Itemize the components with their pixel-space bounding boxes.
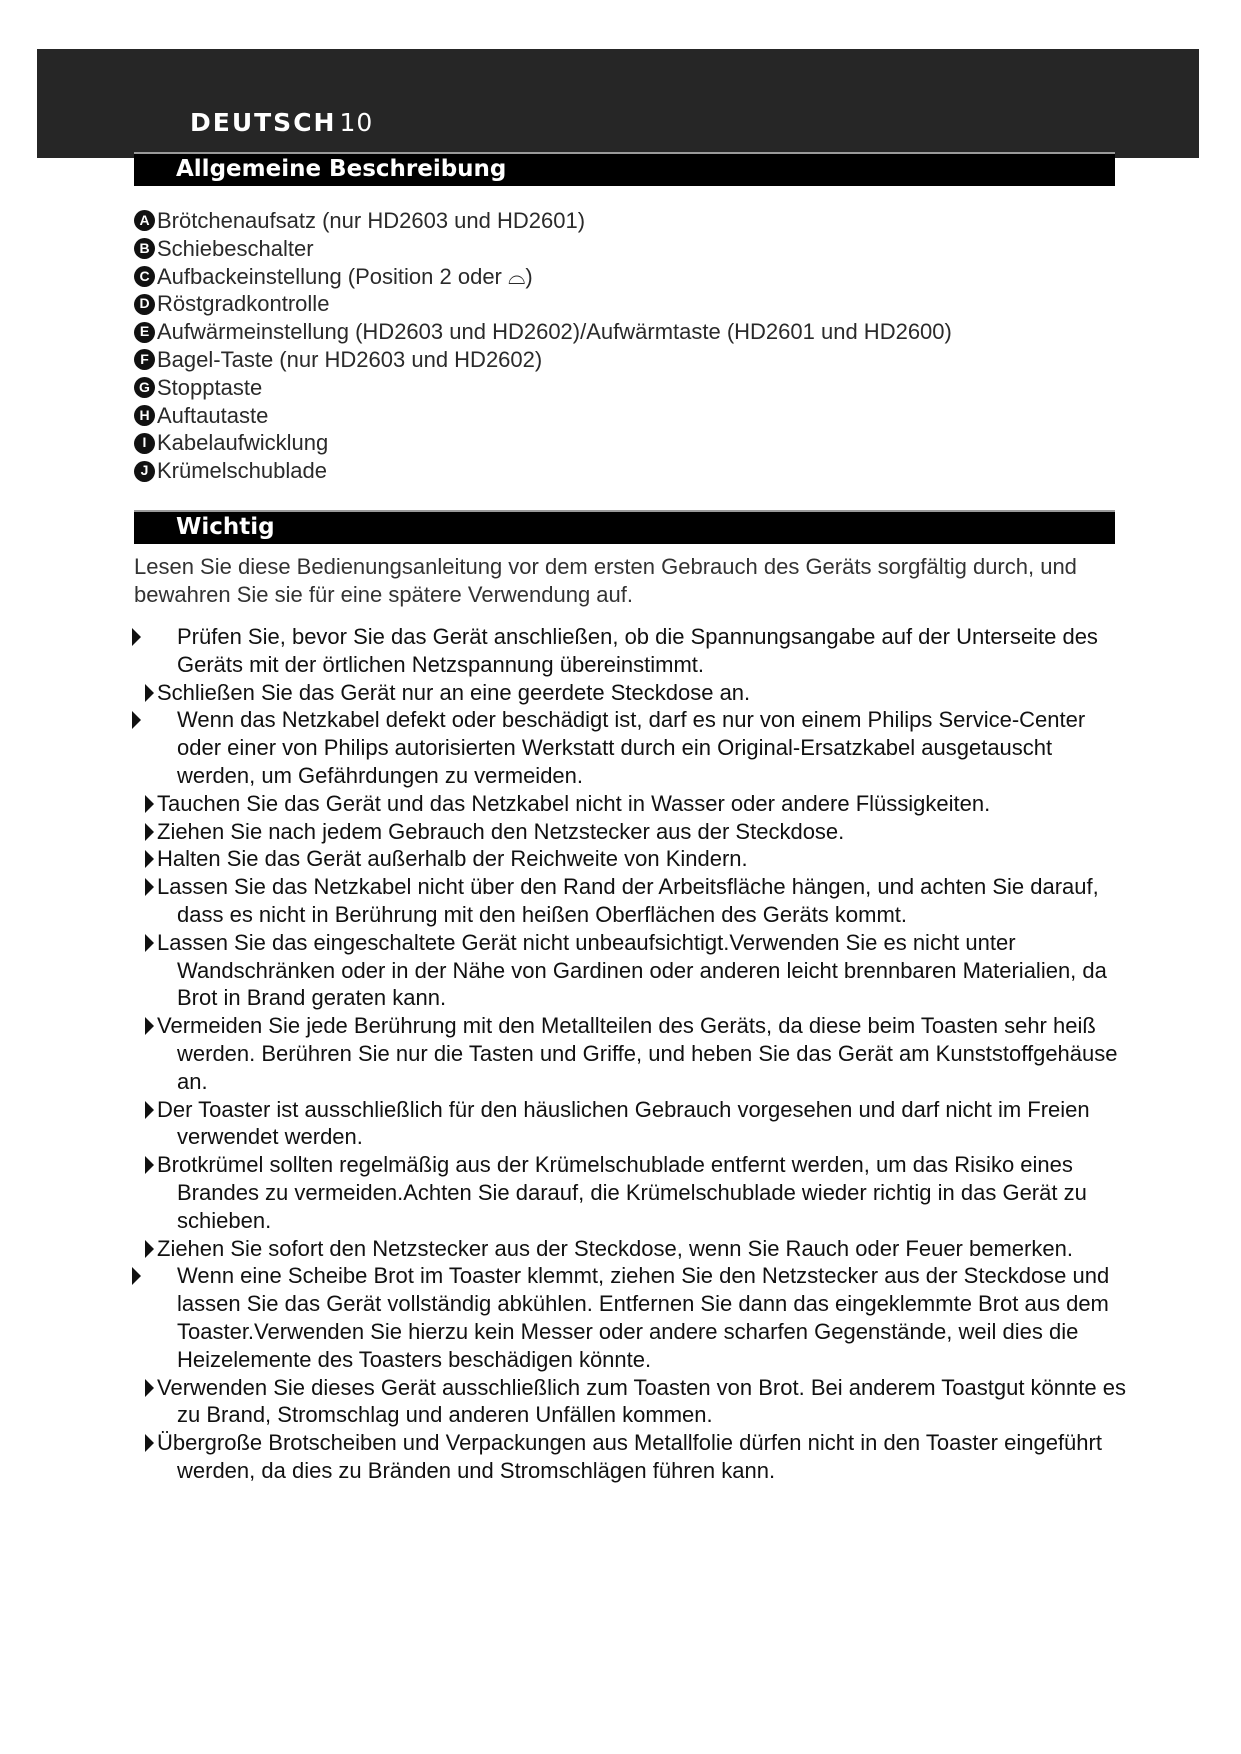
letter-badge-icon: B — [134, 238, 155, 259]
list-item — [134, 346, 952, 374]
list-item — [132, 873, 1132, 929]
page-language-header — [190, 108, 373, 137]
warning-text: Lassen Sie das Netzkabel nicht über den Rand der Arbeitsfläche hängen, und achten Sie darauf, dass es nicht in Berührung mit den heißen Oberflächen des Geräts kommt. — [157, 874, 1099, 927]
warning-text: Ziehen Sie nach jedem Gebrauch den Netzstecker aus der Steckdose. — [157, 818, 845, 844]
list-item — [134, 318, 952, 346]
letter-badge-icon: H — [134, 405, 155, 426]
part-label: Brötchenaufsatz (nur HD2603 und HD2601) — [157, 208, 586, 233]
part-label: Aufwärmeinstellung (HD2603 und HD2602)/Aufwärmtaste (HD2601 und HD2600) — [157, 319, 952, 345]
intro-paragraph: Lesen Sie diese Bedienungsanleitung vor dem ersten Gebrauch des Geräts sorgfältig durch, und bewahren Sie sie für eine spätere Verwendung auf. — [134, 554, 1077, 607]
warning-text: Wenn das Netzkabel defekt oder beschädigt ist, darf es nur von einem Philips Service-Center oder einer von Philips autorisierten Werkstatt durch ein Original-Ersatzkabel ausgetauscht werden, um Gefährdungen zu vermeiden. — [177, 707, 1086, 788]
list-item — [132, 1012, 1132, 1095]
list-item — [132, 1151, 1132, 1234]
letter-badge-icon: C — [134, 266, 155, 287]
list-item — [132, 706, 1132, 789]
part-label: Stopptaste — [157, 374, 263, 400]
list-item — [132, 623, 1132, 679]
bullet-arrow-icon — [145, 1379, 154, 1397]
list-item — [132, 845, 1132, 873]
part-label: Auftautaste — [157, 402, 269, 428]
bullet-arrow-icon — [145, 934, 154, 952]
letter-badge-icon: J — [134, 461, 155, 482]
bullet-arrow-icon — [145, 1017, 154, 1035]
bullet-arrow-icon — [145, 1156, 154, 1174]
bullet-arrow-icon — [145, 1240, 154, 1258]
warning-text: Verwenden Sie dieses Gerät ausschließlich zum Toasten von Brot. Bei anderem Toastgut könnte es zu Brand, Stromschlag und anderen Unfällen kommen. — [157, 1374, 1126, 1428]
warning-text: Lassen Sie das eingeschaltete Gerät nicht unbeaufsichtigt.Verwenden Sie es nicht unter Wandschränken oder in der Nähe von Gardinen oder anderen leicht brennbaren Materialien, da Brot in Brand geraten kann. — [157, 929, 1107, 1011]
warning-text: Brotkrümel sollten regelmäßig aus der Krümelschublade entfernt werden, um das Risiko eines Brandes zu vermeiden.Achten Sie darauf, die Krümelschublade wieder richtig in das Gerät zu schieben. — [157, 1152, 1087, 1233]
header-band — [37, 49, 1199, 158]
bullet-arrow-icon — [145, 684, 154, 702]
warning-text: Übergroße Brotscheiben und Verpackungen aus Metallfolie dürfen nicht in den Toaster eingeführt werden, da dies zu Bränden und Stromschlägen führen kann. — [157, 1430, 1102, 1483]
list-item — [132, 1374, 1132, 1430]
warning-text: Vermeiden Sie jede Berührung mit den Metallteilen des Geräts, da diese beim Toasten sehr heiß werden. Berühren Sie nur die Tasten und Griffe, und heben Sie das Gerät am Kunststoffgehäuse an. — [157, 1013, 1118, 1094]
warning-text: Tauchen Sie das Gerät und das Netzkabel nicht in Wasser oder andere Flüssigkeiten. — [157, 790, 991, 816]
list-item — [134, 207, 952, 235]
warning-text: Wenn eine Scheibe Brot im Toaster klemmt, ziehen Sie den Netzstecker aus der Steckdose und lassen Sie das Gerät vollständig abkühlen. Entfernen Sie dann das eingeklemmte Brot aus dem Toaster.Verwenden Sie hierzu kein Messer oder andere scharfen Gegenstände, weil dies die Heizelemente des Toasters beschädigen könnte. — [177, 1263, 1110, 1372]
bullet-arrow-icon — [132, 628, 141, 646]
bullet-arrow-icon — [145, 795, 154, 813]
list-item — [132, 818, 1132, 846]
bullet-arrow-icon — [145, 1434, 154, 1452]
letter-badge-icon: F — [134, 349, 155, 370]
letter-badge-icon: A — [134, 210, 155, 231]
list-item — [132, 1262, 1132, 1373]
section-title: Allgemeine Beschreibung — [176, 156, 507, 182]
list-item — [134, 290, 952, 318]
bullet-arrow-icon — [145, 878, 154, 896]
warnings-list — [132, 623, 1132, 1485]
bullet-arrow-icon — [132, 711, 141, 729]
warning-text: Halten Sie das Gerät außerhalb der Reichweite von Kindern. — [157, 846, 748, 872]
list-item — [134, 235, 952, 263]
bullet-arrow-icon — [145, 823, 154, 841]
list-item — [134, 263, 952, 291]
section-heading-general-description — [134, 152, 1115, 186]
part-label: Schiebeschalter — [157, 235, 314, 261]
warning-text: Prüfen Sie, bevor Sie das Gerät anschließen, ob die Spannungsangabe auf der Unterseite des Geräts mit der örtlichen Netzspannung übereinstimmt. — [177, 624, 1098, 677]
warning-text: Ziehen Sie sofort den Netzstecker aus der Steckdose, wenn Sie Rauch oder Feuer bemerken. — [157, 1235, 1073, 1261]
list-item — [134, 374, 952, 402]
warning-text: Der Toaster ist ausschließlich für den häuslichen Gebrauch vorgesehen und darf nicht im Freien verwendet werden. — [157, 1096, 1090, 1150]
section-heading-important — [134, 510, 1115, 544]
list-item — [132, 1429, 1132, 1485]
list-item — [134, 457, 952, 485]
section-title: Wichtig — [176, 514, 275, 540]
list-item — [132, 790, 1132, 818]
letter-badge-icon: I — [134, 433, 155, 454]
list-item — [132, 679, 1132, 707]
part-label: Krümelschublade — [157, 458, 327, 484]
part-label: Kabelaufwicklung — [157, 430, 329, 456]
list-item — [134, 429, 952, 457]
list-item — [132, 1235, 1132, 1263]
list-item — [134, 402, 952, 430]
warning-text: Schließen Sie das Gerät nur an eine geerdete Steckdose an. — [157, 679, 751, 705]
page-number: 10 — [339, 108, 374, 137]
letter-badge-icon: G — [134, 377, 155, 398]
part-label: Aufbackeinstellung (Position 2 oder ⌓) — [157, 263, 533, 289]
bullet-arrow-icon — [145, 1101, 154, 1119]
bullet-arrow-icon — [132, 1267, 141, 1285]
bullet-arrow-icon — [145, 850, 154, 868]
list-item — [132, 1096, 1132, 1152]
letter-badge-icon: E — [134, 322, 155, 343]
part-label: Bagel-Taste (nur HD2603 und HD2602) — [157, 346, 543, 372]
parts-list — [134, 207, 952, 485]
language-label: DEUTSCH — [190, 108, 337, 137]
letter-badge-icon: D — [134, 294, 155, 315]
part-label: Röstgradkontrolle — [157, 291, 330, 317]
list-item — [132, 929, 1132, 1012]
